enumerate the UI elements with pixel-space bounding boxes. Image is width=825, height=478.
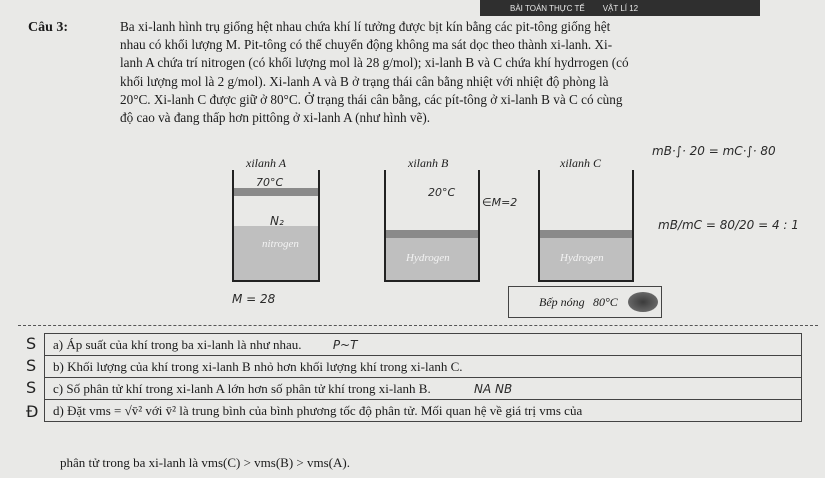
handwritten-note: 70°C: [256, 176, 284, 189]
handwritten-note: P~T: [332, 337, 358, 352]
cylinder-c-gas-label: Hydrogen: [560, 252, 604, 264]
handwritten-note: mB/mC = 80/20 = 4 : 1: [658, 218, 799, 232]
statement-text: c) Số phân tử khí trong xi-lanh A lớn hơn số phân tử khí trong xi-lanh B.: [53, 380, 431, 396]
cylinder-b-gas-label: Hydrogen: [406, 252, 450, 264]
header-bar: [480, 0, 760, 16]
answer-mark: Đ: [26, 402, 39, 421]
handwritten-note: NA NB: [473, 381, 513, 396]
statement-row: [45, 334, 802, 356]
handwritten-note: 20°C: [428, 186, 456, 199]
stove-temp: 80°C: [593, 295, 618, 309]
statements-table: [44, 333, 802, 422]
header-left: BÀI TOÁN THỰC TẾ: [510, 3, 585, 13]
header-right: VẬT LÍ 12: [602, 3, 639, 13]
cylinder-c-wall-right: [632, 170, 634, 282]
question-body: [120, 18, 800, 127]
flame-icon: [628, 292, 658, 312]
handwritten-note: N₂: [270, 214, 284, 228]
answer-mark: S: [26, 378, 37, 397]
cylinder-b-label: xilanh B: [408, 156, 449, 170]
question-line: độ cao và đang thấp hơn pittông ở xi-lanh A (như hình vẽ).: [120, 110, 431, 126]
statement-row: [45, 378, 802, 400]
cylinder-a-label: xilanh A: [246, 156, 287, 170]
question-line: Ba xi-lanh hình trụ giống hệt nhau chứa khí lí tưởng được bịt kín bằng các pit-tông giống hệt: [120, 19, 611, 34]
handwritten-note: mB·∫· 20 = mC·∫· 80: [652, 144, 776, 158]
statement-text: d) Đặt vms = √v̄² với v̄² là trung bình của bình phương tốc độ phân tử. Mối quan hệ về giá trị vms của: [53, 402, 583, 418]
statement-text: b) Khối lượng của khí trong xi-lanh B nhỏ hơn khối lượng khí trong xi-lanh C.: [53, 358, 463, 374]
statement-row: [45, 400, 802, 422]
cylinder-a-gas: [234, 226, 318, 280]
answer-mark: S: [26, 334, 37, 353]
cylinder-c-bottom: [538, 280, 634, 282]
question-line: 20°C. Xi-lanh C được giữ ở 80°C. Ở trạng thái cân bằng, các pít-tông ở xi-lanh B và C có cùng: [120, 91, 623, 107]
cylinder-b-wall-right: [478, 170, 480, 282]
answer-mark: S: [26, 356, 37, 375]
cylinder-a-wall-right: [318, 170, 320, 282]
statement-row: [45, 356, 802, 378]
cylinder-a-bottom: [232, 280, 320, 282]
cylinder-b-bottom: [384, 280, 480, 282]
divider: [18, 325, 818, 326]
statement-continuation: phân tử trong ba xi-lanh là vms(C) > vms(B) > vms(A).: [60, 455, 350, 470]
cylinder-a-piston: [234, 188, 318, 196]
cylinder-c-label: xilanh C: [560, 156, 601, 170]
handwritten-note: M = 28: [232, 292, 276, 306]
question-line: khối lượng mol là 2 g/mol). Xi-lanh A và B ở trạng thái cân bằng nhiệt với nhiệt độ phòng là: [120, 73, 609, 89]
stove-label: Bếp nóng: [539, 295, 585, 309]
handwritten-note: ∈M=2: [482, 196, 518, 209]
question-number: Câu 3:: [28, 20, 69, 35]
cylinder-b-piston: [386, 230, 478, 238]
cylinder-c-piston: [540, 230, 632, 238]
question-line: lanh A chứa trí nitrogen (có khối lượng mol là 28 g/mol); xi-lanh B và C chứa khí hydrrogen (có: [120, 55, 629, 71]
cylinder-a-gas-label: nitrogen: [262, 238, 299, 250]
question-line: nhau có khối lượng M. Pit-tông có thể chuyển động không ma sát dọc theo thành xi-lanh. Xi-: [120, 37, 613, 53]
statement-text: a) Áp suất của khí trong ba xi-lanh là như nhau.: [53, 336, 302, 352]
